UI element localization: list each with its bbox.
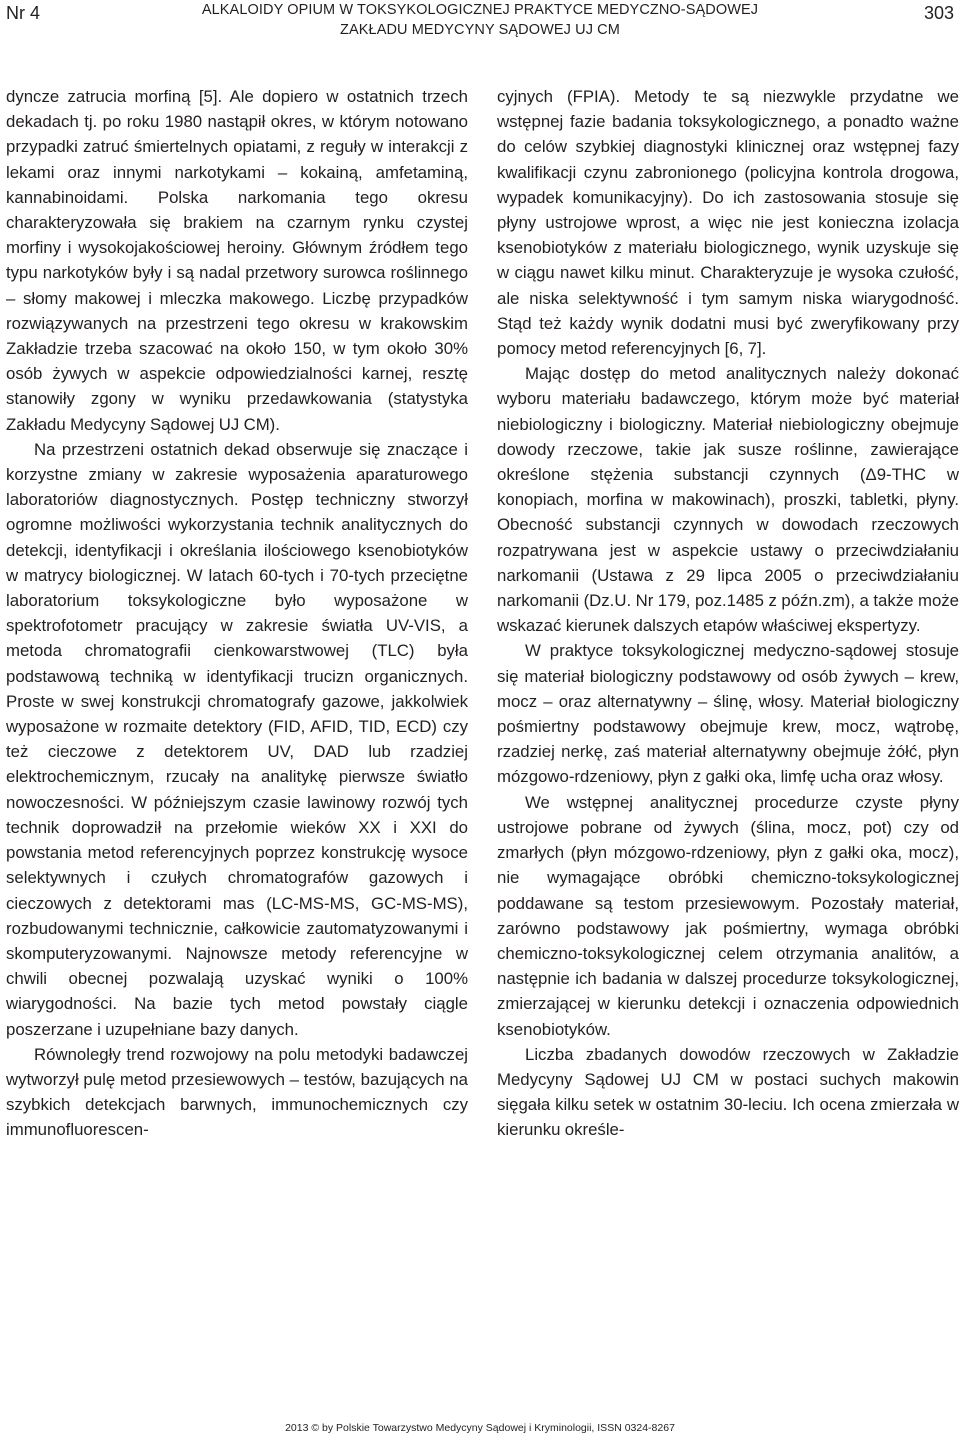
page-header bbox=[0, 0, 960, 70]
copyright-footer: 2013 © by Polskie Towarzystwo Medycyny Sądowej i Kryminologii, ISSN 0324-8267 bbox=[285, 1422, 675, 1434]
right-column bbox=[497, 84, 959, 1143]
running-title-line-2: ZAKŁADU MEDYCYNY SĄDOWEJ UJ CM bbox=[340, 22, 620, 38]
paragraph: Mając dostęp do metod analitycznych należy dokonać wyboru materiału badawczego, którym może być materiał niebiologiczny i biologiczny. Materiał niebiologiczny obejmuje dowody rzeczowe, takie jak susze roślinne, zawierające określone stężenia substancji czynnych (Δ9-THC w konopiach, morfina w makowinach), proszki, tabletki, płyny. Obecność substancji czynnych w dowodach rzeczowych rozpatrywana jest w aspekcie ustawy o przeciwdziałaniu narkomanii (Ustawa z 29 lipca 2005 o przeciwdziałaniu narkomanii (Dz.U. Nr 179, poz.1485 z późn.zm), a także może wskazać kierunek dalszych etapów właściwej ekspertyzy. bbox=[497, 364, 959, 636]
paragraph: We wstępnej analitycznej procedurze czyste płyny ustrojowe pobrane od żywych (ślina, mocz, pot) czy od zmarłych (płyn mózgowo-rdzeniowy, płyn z gałki oka, mocz), nie wymagające obróbki chemiczno-toksykologicznej poddawane są testom przesiewowym. Pozostały materiał, zarówno podstawowy jak pośmiertny, wymaga obróbki chemiczno-toksykologicznej celem otrzymania analitów, a następnie ich badania w dalszej procedurze toksykologicznej, zmierzającej w kierunku detekcji i oznaczenia odpowiednich ksenobiotyków. bbox=[497, 792, 959, 1039]
running-title-line-1: ALKALOIDY OPIUM W TOKSYKOLOGICZNEJ PRAKTYCE MEDYCZNO-SĄDOWEJ bbox=[201, 2, 759, 18]
paragraph: dyncze zatrucia morfiną [5]. Ale dopiero w ostatnich trzech dekadach tj. po roku 1980 nastąpił okres, w którym notowano przypadki zatruć śmiertelnych opiatami, z reguły w interakcji z lekami oraz innymi narkotykami – kokainą, amfetaminą, kannabinoidami. Polska narkomania tego okresu charakteryzowała się brakiem na czarnym rynku czystej morfiny i wysokojakościowej heroiny. Głównym źródłem tego typu narkotyków były i są nadal przetwory surowca roślinnego – słomy makowej i mleczka makowego. Liczbę przypadków rozwiązywanych na przestrzeni tego okresu w krakowskim Zakładzie trzeba szacować na około 150, w tym około 30% osób żywych w aspekcie odpowiedzialności karnej, resztę stanowiły zgony w wyniku przedawkowania (statystyka Zakładu Medycyny Sądowej UJ CM). bbox=[6, 87, 468, 434]
left-column bbox=[6, 84, 468, 1143]
paragraph: Na przestrzeni ostatnich dekad obserwuje się znaczące i korzystne zmiany w zakresie wyposażenia aparaturowego laboratoriów diagnostycznych. Postęp techniczny stworzył ogromne możliwości wykorzystania technik analitycznych do detekcji, identyfikacji i określania ilościowego ksenobiotyków w matrycy biologicznej. W latach 60-tych i 70-tych przeciętne laboratorium toksykologiczne było wyposażone w spektrofotometr pracujący w zakresie światła UV-VIS, a metoda chromatografii cienkowarstwowej (TLC) była podstawową techniką w identyfikacji trucizn organicznych. Proste w swej konstrukcji chromatografy gazowe, jakkolwiek wyposażone w rozmaite detektory (FID, AFID, TID, ECD) czy też cieczowe z detektorem UV, DAD lub rzadziej elektrochemicznym, rzucały na analitykę pierwsze światło nowoczesności. W późniejszym czasie lawinowy rozwój tych technik doprowadził na przełomie wieków XX i XXI do powstania metod referencyjnych poprzez konstrukcję wysoce selektywnych i czułych chromatografów gazowych i cieczowych z detektorami mas (LC-MS-MS, GC-MS-MS), rozbudowanymi technicznie, całkowicie zautomatyzowanymi i skomputeryzowanymi. Najnowsze metody referencyjne w chwili obecnej pozwalają uzyskać wyniki o 100% wiarygodności. Na bazie tych metod powstały ciągle poszerzane i uzupełniane bazy danych. bbox=[6, 439, 468, 1039]
running-title bbox=[160, 0, 800, 40]
page-number: 303 bbox=[923, 3, 954, 23]
paragraph: Równoległy trend rozwojowy na polu metodyki badawczej wytworzył pulę metod przesiewowych – testów, bazujących na szybkich detekcjach barwnych, immunochemicznych czy immunofluorescen- bbox=[6, 1044, 468, 1140]
paragraph: Liczba zbadanych dowodów rzeczowych w Zakładzie Medycyny Sądowej UJ CM w postaci suchych makowin sięgała kilku setek w ostatnim 30-leciu. Ich ocena zmierzała w kierunku określe- bbox=[497, 1044, 959, 1140]
paragraph: cyjnych (FPIA). Metody te są niezwykle przydatne we wstępnej fazie badania toksykologicznego, a ponadto ważne do celów szybkiej diagnostyki klinicznej oraz wstępnej fazy kwalifikacji czynu zabronionego (policyjna kontrola drogowa, wypadek komunikacyjny). Do ich zastosowania stosuje się płyny ustrojowe wprost, a więc nie jest konieczna izolacja ksenobiotyków z materiału biologicznego, wynik uzyskuje się w ciągu nawet kilku minut. Charakteryzuje je wysoka czułość, ale niska selektywność i tym samym niska wiarygodność. Stąd też każdy wynik dodatni musi być zweryfikowany przy pomocy metod referencyjnych [6, 7]. bbox=[497, 87, 959, 359]
issue-number: Nr 4 bbox=[6, 3, 41, 23]
paragraph: W praktyce toksykologicznej medyczno-sądowej stosuje się materiał biologiczny podstawowy od osób żywych – krew, mocz – oraz alternatywny – ślinę, włosy. Materiał biologiczny pośmiertny podstawowy obejmuje krew, mocz, wątrobę, rzadziej nerkę, zaś materiał alternatywny obejmuje żółć, płyn mózgowo-rdzeniowy, płyn z gałki oka, limfę ucha oraz włosy. bbox=[497, 641, 959, 787]
